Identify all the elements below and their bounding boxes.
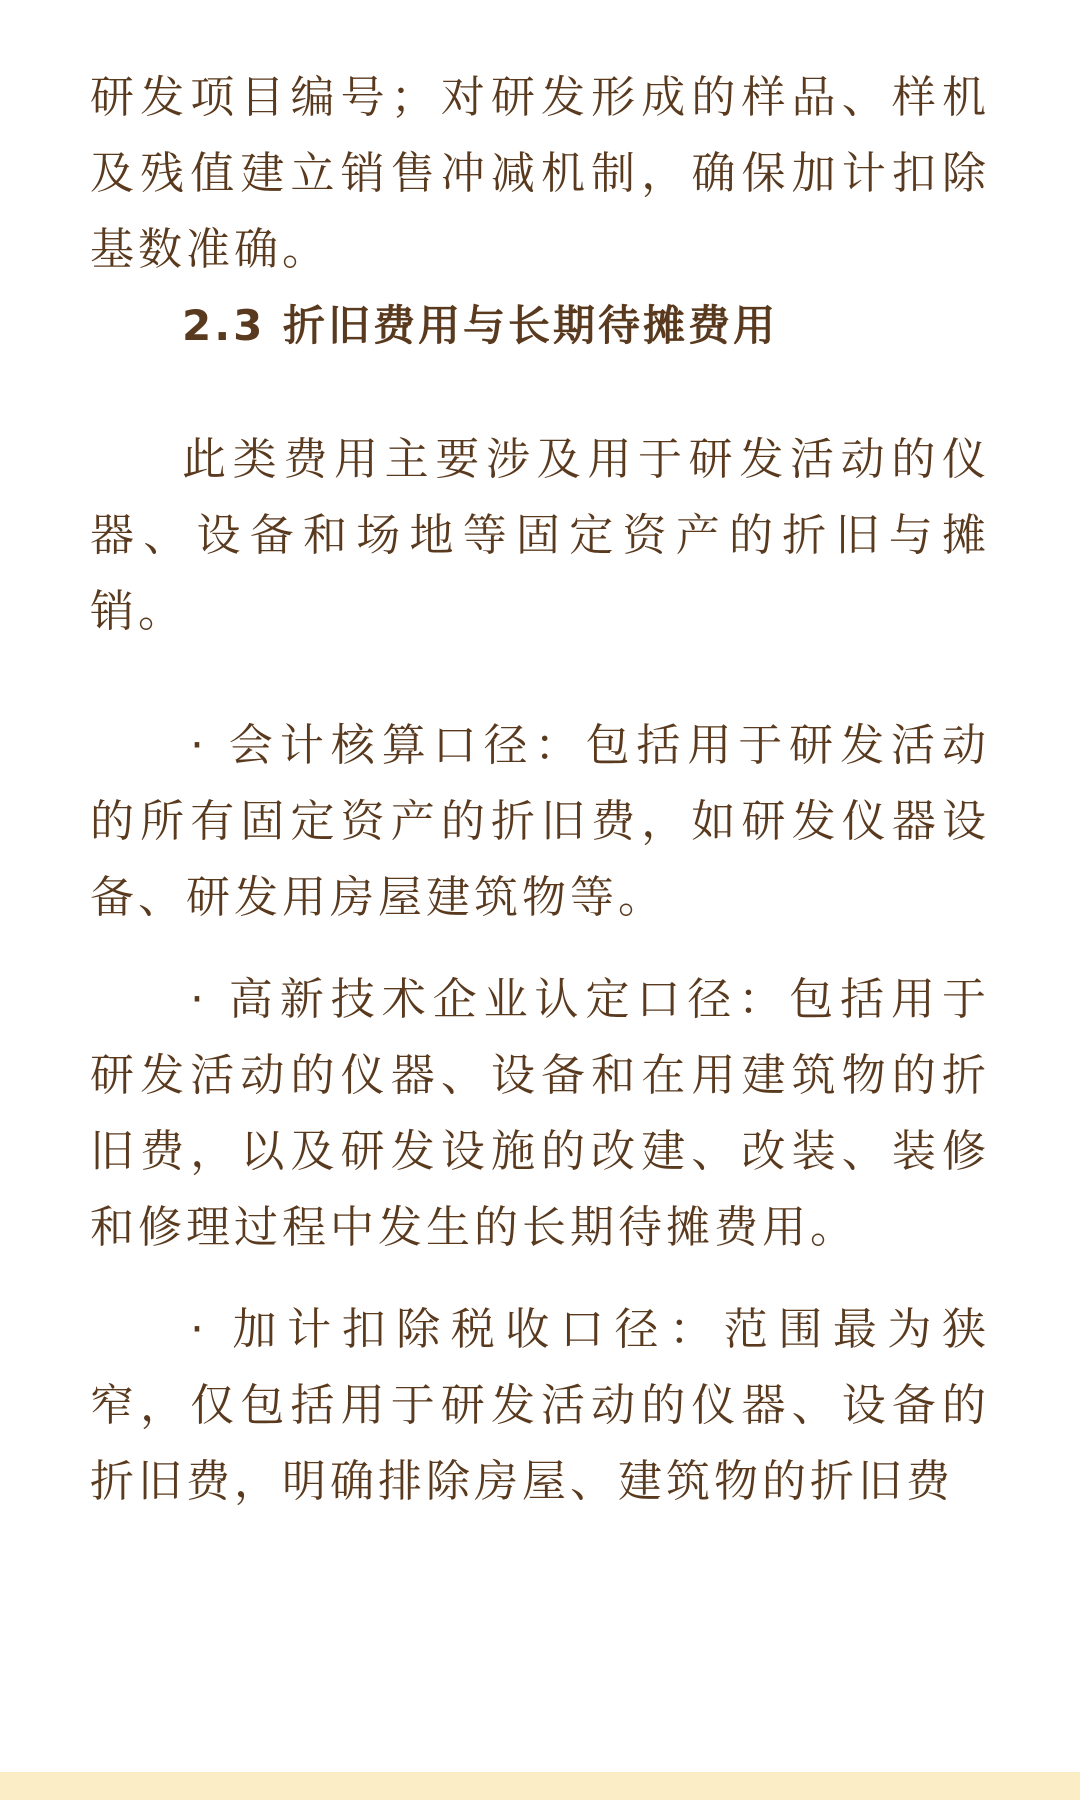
bullet-accounting-scope: · 会计核算口径：包括用于研发活动的所有固定资产的折旧费，如研发仪器设备、研发用房屋建筑物等。 bbox=[90, 720, 990, 923]
bullet-high-tech-scope: · 高新技术企业认定口径：包括用于研发活动的仪器、设备和在用建筑物的折旧费，以及研发设施的改建、改装、装修和修理过程中发生的长期待摊费用。 bbox=[90, 974, 990, 1253]
paragraph-depreciation-intro: 此类费用主要涉及用于研发活动的仪器、设备和场地等固定资产的折旧与摊销。 bbox=[90, 434, 990, 637]
bottom-decorative-band bbox=[0, 1772, 1080, 1800]
paragraph-r-and-d-sales-offset: 研发项目编号；对研发形成的样品、样机及残值建立销售冲减机制，确保加计扣除基数准确。 bbox=[90, 72, 990, 275]
section-heading-depreciation: 2.3 折旧费用与长期待摊费用 bbox=[182, 301, 779, 350]
bullet-tax-deduction-scope: · 加计扣除税收口径：范围最为狭窄，仅包括用于研发活动的仪器、设备的折旧费，明确排除房屋、建筑物的折旧费 bbox=[90, 1304, 990, 1507]
article-body bbox=[90, 60, 990, 1520]
